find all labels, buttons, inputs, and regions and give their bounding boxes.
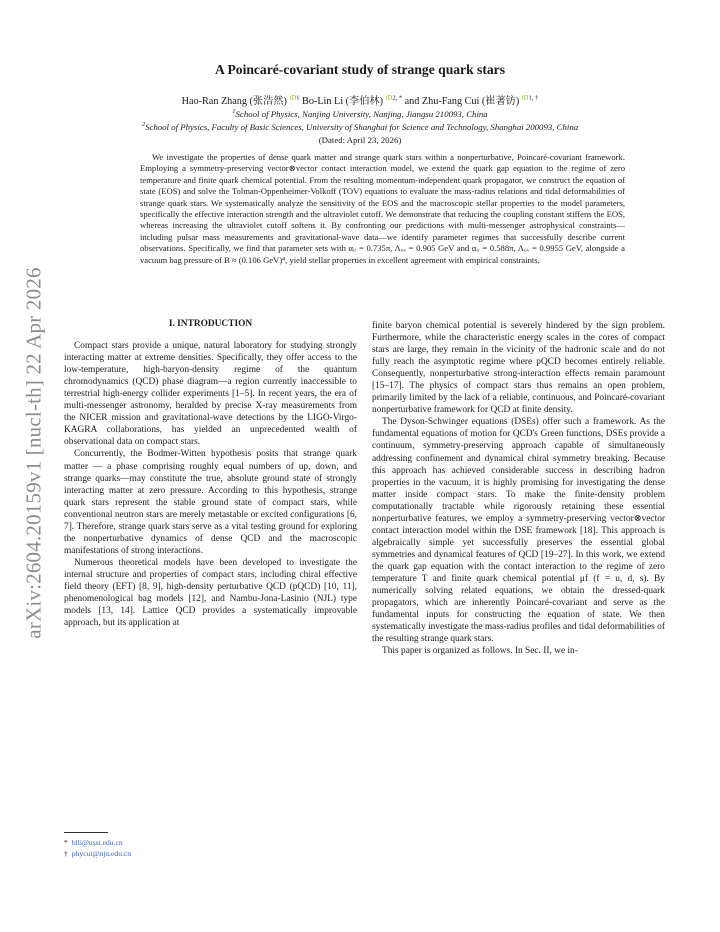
email-link[interactable]: phycui@nju.edu.cn <box>71 849 132 858</box>
section-heading: I. INTRODUCTION <box>168 319 253 329</box>
paragraph: Concurrently, the Bodmer-Witten hypothesis posits that strange quark matter — a phase comprising roughly equal numbers of up, down, and strange quarks—may constitute the true, absolute ground state of strongly interacting matter at zero pressure. According to this hypothesis, strange quark stars represent the stable ground state of compact stars, while conventional neutron stars are merely metastable or excited configurations [6, 7]. Therefore, strange quark stars serve as a vital testing ground for exploring the nonperturbative dynamics of dense QCD and the macroscopic manifestations of strong interactions. <box>64 449 357 556</box>
orcid-icon[interactable]: iD <box>289 93 297 102</box>
paragraph: finite baryon chemical potential is severely hindered by the sign problem. Furthermore, while the characteristic energy scales in the cores of compact stars are large, they remain in the vicinity of the hadronic scale and do not fully reach the asymptotic regime where pQCD becomes entirely reliable. Consequently, nonperturbative strong-interaction effects remain paramount [15–17]. The physics of compact stars thus remains an open problem, primarily limited by the lack of a reliable, continuous, and Poincaré-covariant nonperturbative framework for QCD at finite density. <box>372 321 665 416</box>
dated-line: (Dated: April 23, 2026) <box>318 135 402 145</box>
affiliation-sup: 2 <box>141 121 146 128</box>
arxiv-id-label[interactable]: arXiv:2604.20159v1 [nucl-th] 22 Apr 2026 <box>21 267 46 639</box>
footnote <box>64 838 123 847</box>
author-sup: 1 <box>296 94 300 102</box>
author-name: Zhu-Fang Cui (崔著钫) <box>421 96 520 107</box>
paragraph: The Dyson-Schwinger equations (DSEs) offer such a framework. As the fundamental equations of motion for QCD's Green functions, DSEs provide a continuum, symmetry-preserving approach capable of simultaneously addressing confinement and dynamical chiral symmetry breaking. Because this approach has achieved considerable success in describing hadron properties in the vacuum, it is highly promising for investigating the dense matter inside compact stars. To make the finite-density problem computationally tractable while rigorously retaining these essential nonperturbative features, we employ a symmetry-preserving vector⊗vector contact interaction model within the DSE framework [18]. This approach is algebraically simple yet successfully preserves the essential global symmetries and dynamical features of QCD [19–27]. In this work, we extend the quark gap equation with the contact interaction to the regime of zero temperature T and finite quark chemical potential μf (f = u, d, s). By numerically solving related equations, we obtain the dressed-quark propagators, which are inherently Poincaré-covariant and serve as the fundamental inputs for constructing the equation of state. We then systematically investigate the mass-radius profiles and tidal deformabilities of the resulting strange quark stars. <box>372 417 665 645</box>
footnote-mark: * <box>64 838 68 847</box>
affiliation-1 <box>0 108 720 119</box>
email-link[interactable]: blli@usst.edu.cn <box>71 838 123 847</box>
author-sup: 1, † <box>528 94 539 102</box>
author-name: Bo-Lin Li (李伯林) <box>302 96 383 107</box>
right-column <box>372 320 665 657</box>
paragraph: Compact stars provide a unique, natural laboratory for studying strongly interacting matter at extreme densities. Specifically, they offer access to the low-temperature, high-baryon-density regime of the quantum chromodynamics (QCD) phase diagram—a region currently inaccessible to terrestrial high-energy collider experiments [1–5]. In recent years, the era of multi-messenger astronomy, heralded by precise X-ray measurements from the NICER mission and gravitational-wave detections by the LIGO-Virgo-KAGRA collaborations, has yielded an unprecedented wealth of observational data on compact stars. <box>64 341 357 448</box>
footnote <box>64 849 131 858</box>
footnote-rule <box>64 832 108 833</box>
orcid-icon[interactable]: iD <box>385 93 393 102</box>
left-column <box>64 318 357 629</box>
footnote-mark: † <box>64 849 68 858</box>
author-sup: 2, * <box>392 94 403 102</box>
paragraph: This paper is organized as follows. In Sec. II, we in- <box>382 646 578 657</box>
affiliation-text: School of Physics, Nanjing University, Nanjing, Jiangsu 210093, China <box>235 108 488 119</box>
author-separator: and <box>404 96 420 107</box>
affiliation-text: School of Physics, Faculty of Basic Sciences, University of Shanghai for Science and Technology, Shanghai 200093, China <box>145 121 579 132</box>
abstract: We investigate the properties of dense quark matter and strange quark stars within a nonperturbative, Poincaré-covariant framework. Employing a symmetry-preserving vector⊗vector contact interaction model, we extend the quark gap equation to the regime of zero temperature and finite quark chemical potential. From the resulting momentum-independent quark propagator, we construct the equation of state (EOS) and solve the Tolman-Oppenheimer-Volkoff (TOV) equations to evaluate the mass-radius relations and tidal deformabilities of strange quark stars. We systematically analyze the sensitivity of the EOS and the macroscopic stellar properties to the model parameters, specifically the effective interaction strength and the ultraviolet cutoff. We demonstrate that reducing the coupling constant stiffens the EOS, whereas increasing the ultraviolet cutoff softens it. By confronting our predictions with multi-messenger astrophysical constraints—including pulsar mass measurements and gravitational-wave data—we identify parameter regimes that successfully describe current observations. Specifically, we find that parameter sets with αᵢᵣ = 0.735π, Λᵤᵥ = 0.905 GeV and αᵢᵣ = 0.588π, Λᵤᵥ = 0.9955 GeV, alongside a vacuum bag pressure of B ≈ (0.106 GeV)⁴, yield stellar properties in excellent agreement with empirical constraints. <box>140 152 625 265</box>
orcid-icon[interactable]: iD <box>521 93 529 102</box>
paper-title: A Poincaré-covariant study of strange quark stars <box>215 62 505 77</box>
affiliation-2 <box>0 121 720 132</box>
paragraph: Numerous theoretical models have been developed to investigate the internal structure and properties of compact stars, including chiral effective field theory (EFT) [8, 9], high-density perturbative QCD (pQCD) [10, 11], phenomenological bag models [12], and Nambu-Jona-Lasinio (NJL) type models [13, 14]. Lattice QCD provides a systematically improvable approach, but its application at <box>64 557 357 629</box>
arxiv-stamp <box>16 258 52 648</box>
affiliation-sup: 1 <box>232 108 236 115</box>
author-name: Hao-Ran Zhang (张浩然) <box>181 96 287 107</box>
author-list <box>0 92 720 107</box>
